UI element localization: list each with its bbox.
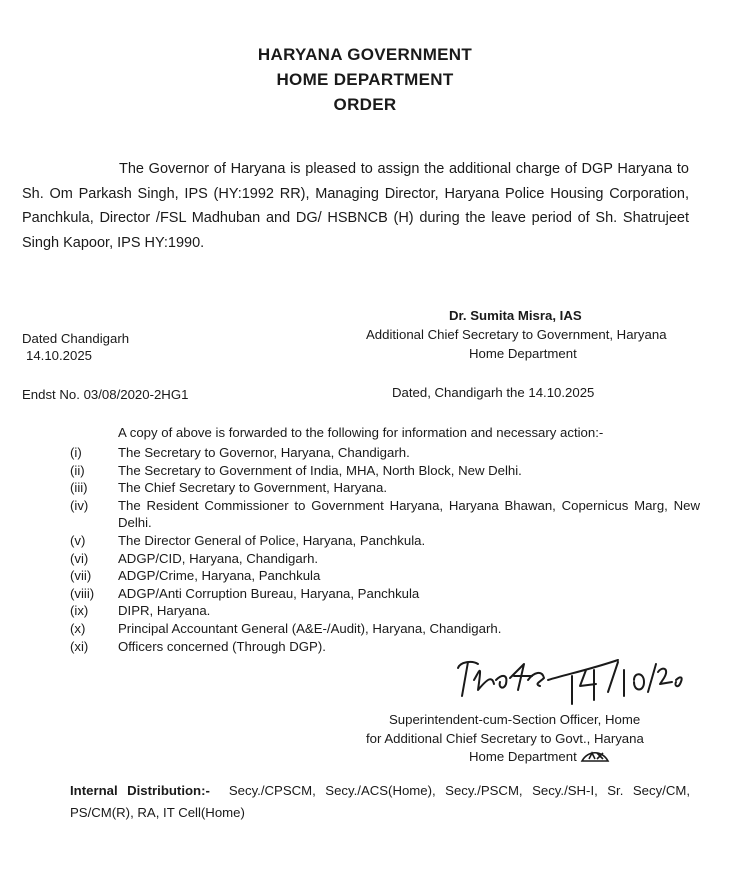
list-item bbox=[70, 462, 700, 480]
list-item-number: (iv) bbox=[70, 497, 89, 513]
list-item-text: Principal Accountant General (A&E-/Audit), Haryana, Chandigarh. bbox=[118, 620, 502, 636]
list-item-text: ADGP/CID, Haryana, Chandigarh. bbox=[118, 550, 319, 566]
list-item-number: (ix) bbox=[70, 603, 89, 619]
signatory-name: Dr. Sumita Misra, IAS bbox=[449, 308, 582, 323]
list-item bbox=[70, 550, 700, 568]
list-item-number: (ii) bbox=[70, 462, 85, 478]
initials-stamp bbox=[580, 748, 610, 764]
list-item-number: (xi) bbox=[70, 638, 89, 654]
list-item bbox=[70, 602, 700, 620]
list-item-text: The Director General of Police, Haryana, Panchkula. bbox=[118, 532, 426, 548]
list-item-text: The Resident Commissioner to Government Haryana, Haryana Bhawan, Copernicus Marg, New Delhi. bbox=[118, 497, 700, 531]
order-paragraph bbox=[22, 157, 689, 256]
order-text: The Governor of Haryana is pleased to assign the additional charge of DGP Haryana to Sh. Om Parkash Singh, IPS (HY:1992 RR), Managing Director, Haryana Police Housing Corporation, Panchkula, Director /FSL Madhuban and DG/ HSBNCB (H) during the leave period of Sh. Shatrujeet Singh Kapoor, IPS HY:1990. bbox=[22, 161, 689, 252]
dated-label: Dated Chandigarh bbox=[22, 331, 130, 346]
signoff-line3: Home Department bbox=[469, 749, 577, 764]
handwritten-signature bbox=[448, 640, 688, 710]
list-item-text: ADGP/Crime, Haryana, Panchkula bbox=[118, 568, 321, 584]
list-item bbox=[70, 532, 700, 550]
list-item bbox=[70, 567, 700, 585]
list-item-text: The Chief Secretary to Government, Haryana. bbox=[118, 480, 387, 496]
list-item-number: (x) bbox=[70, 620, 86, 636]
list-item-number: (i) bbox=[70, 445, 82, 460]
list-item-number: (viii) bbox=[70, 585, 95, 601]
header-government: HARYANA GOVERNMENT bbox=[257, 45, 473, 64]
internal-distribution bbox=[70, 780, 690, 824]
signatory-designation: Additional Chief Secretary to Government, Haryana bbox=[366, 327, 667, 342]
header-order: ORDER bbox=[333, 95, 397, 114]
signatory-department: Home Department bbox=[469, 346, 577, 361]
list-item-number: (iii) bbox=[70, 480, 88, 496]
list-item bbox=[70, 620, 700, 638]
list-item-text: ADGP/Anti Corruption Bureau, Haryana, Panchkula bbox=[118, 585, 420, 601]
recipient-list bbox=[70, 444, 700, 655]
list-item bbox=[70, 497, 700, 532]
list-item-number: (v) bbox=[70, 532, 86, 548]
endorsement-number: Endst No. 03/08/2020-2HG1 bbox=[22, 387, 189, 402]
list-item bbox=[70, 585, 700, 603]
list-item-number: (vi) bbox=[70, 550, 89, 566]
list-item-text: DIPR, Haryana. bbox=[118, 603, 211, 619]
endorsement-intro: A copy of above is forwarded to the following for information and necessary action:- bbox=[118, 425, 604, 440]
endorsement-dated: Dated, Chandigarh the 14.10.2025 bbox=[392, 385, 595, 400]
internal-distribution-label: Internal Distribution:- bbox=[70, 783, 210, 798]
signoff-line2: for Additional Chief Secretary to Govt., Haryana bbox=[366, 731, 644, 746]
list-item-text: The Secretary to Government of India, MHA, North Block, New Delhi. bbox=[118, 462, 522, 478]
header-department: HOME DEPARTMENT bbox=[276, 70, 454, 89]
list-item-text: Officers concerned (Through DGP). bbox=[118, 638, 326, 654]
signoff-line1: Superintendent-cum-Section Officer, Home bbox=[389, 712, 641, 727]
dated-date: 14.10.2025 bbox=[26, 348, 93, 363]
list-item bbox=[70, 479, 700, 497]
list-item-text: The Secretary to Governor, Haryana, Chandigarh. bbox=[118, 445, 410, 460]
list-item bbox=[70, 444, 700, 462]
list-item-number: (vii) bbox=[70, 568, 92, 584]
internal-distribution-text: Secy./CPSCM, Secy./ACS(Home), Secy./PSCM, Secy./SH-I, Sr. Secy/CM, PS/CM(R), RA, IT Cell(Home) bbox=[70, 783, 690, 820]
